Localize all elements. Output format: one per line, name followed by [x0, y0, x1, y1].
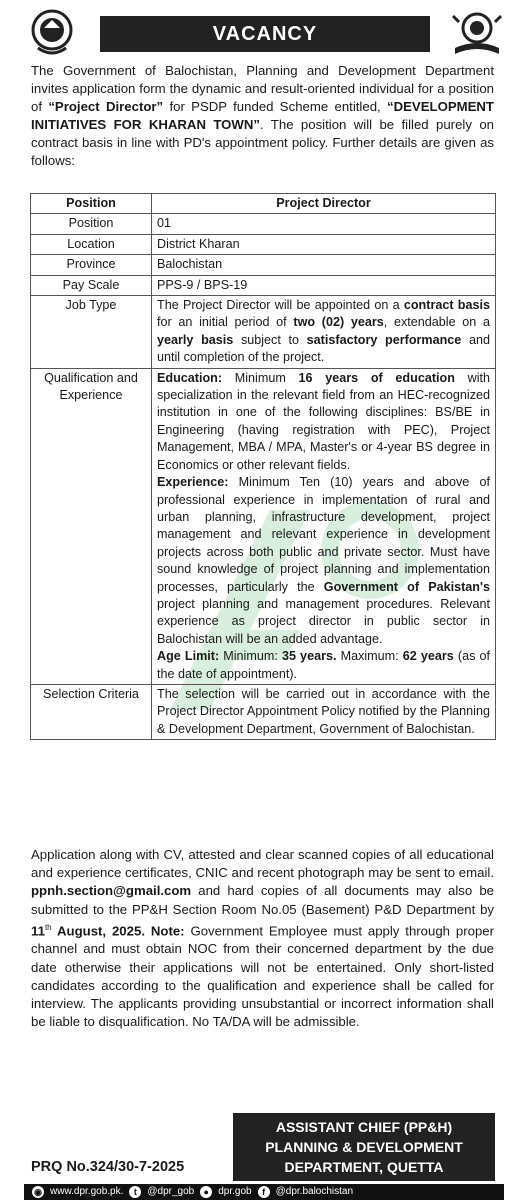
globe-icon: ◉	[32, 1186, 44, 1198]
application-text: Application along with CV, attested and clear scanned copies of all educational and experience certificates, CNIC and recent photograph may be sent to email.	[31, 847, 494, 881]
age-limit-max: 62 years	[402, 649, 454, 664]
prq-number: PRQ No.324/30-7-2025	[31, 1159, 185, 1175]
job-type-text: for an initial period of	[157, 315, 294, 330]
signature-block	[233, 1113, 495, 1181]
experience-text: project planning and management procedures. Relevant experience as project director in public sector in Balochistan will be an added advantage.	[157, 596, 490, 646]
job-type-description	[152, 296, 496, 369]
facebook-icon: f	[258, 1186, 270, 1198]
intro-text-2: for PSDP funded Scheme entitled,	[163, 99, 388, 114]
government-crest-icon	[449, 8, 505, 58]
row-label: Location	[31, 234, 152, 254]
job-type-bold: contract basis	[403, 298, 491, 313]
table-row-job-type	[31, 296, 496, 369]
vacancy-details-table	[30, 193, 496, 740]
footer-gob[interactable]: dpr.gob	[218, 1186, 252, 1197]
row-label: Pay Scale	[31, 275, 152, 295]
row-label: Qualification and Experience	[31, 368, 152, 684]
education-bold: 16 years of education	[298, 370, 455, 385]
intro-text-1: The Government of Balochistan, Planning and Development Department invites application form the dynamic and result-oriented individual for a position of	[31, 63, 494, 114]
table-header-position: Position	[31, 194, 152, 214]
job-type-bold: yearly basis	[157, 332, 234, 347]
qualification-description	[152, 368, 496, 684]
job-type-text: subject to	[233, 332, 307, 347]
application-deadline: August, 2025. Note:	[51, 923, 185, 939]
table-row	[31, 255, 496, 275]
application-deadline-suffix: th	[44, 922, 52, 932]
education-text: with specialization in the relevant field from an HEC-recognized institution in one of the following disciplines: BS/BE in Engineering (having registration with PEC), Project Management, MBA / MPA, Master's or 4-year BS degree in Economics or other relevant fields.	[157, 370, 490, 472]
vacancy-title: VACANCY	[100, 16, 430, 52]
age-limit-text: (as of the date of appointment).	[157, 649, 490, 681]
job-type-text: , extendable on a	[383, 315, 490, 330]
twitter-icon: t	[129, 1186, 141, 1198]
selection-description: The selection will be carried out in accordance with the Project Director Appointment Policy notified by the Planning & Development Department, Government of Balochistan.	[152, 684, 496, 739]
application-email: ppnh.section@gmail.com	[31, 883, 192, 899]
education-text: Minimum	[222, 370, 299, 385]
application-text: and hard copies of all documents may also be submitted to the PP&H Section Room No.05 (Basement) P&D Department by	[31, 883, 494, 917]
intro-scheme-name: “DEVELOPMENT INITIATIVES FOR KHARAN TOWN”	[31, 99, 494, 132]
table-row	[31, 234, 496, 254]
table-row	[31, 275, 496, 295]
signature-line-3: DEPARTMENT, QUETTA	[284, 1159, 444, 1175]
row-label: Position	[31, 214, 152, 234]
education-label: Education:	[157, 370, 223, 385]
row-label: Province	[31, 255, 152, 275]
application-instructions	[31, 846, 494, 1031]
job-type-bold: satisfactory performance	[306, 332, 462, 347]
header	[10, 6, 515, 60]
age-limit-min: 35 years.	[281, 649, 337, 664]
footer-website[interactable]: www.dpr.gob.pk.	[50, 1186, 124, 1197]
row-value: PPS-9 / BPS-19	[152, 275, 496, 295]
row-value: Balochistan	[152, 255, 496, 275]
intro-position: “Project Director”	[48, 99, 164, 114]
intro-text-3: . The position will be filled purely on contract basis in line with PD's appointment policy. Further details are given as follows:	[31, 117, 494, 168]
footer-twitter[interactable]: @dpr_gob	[147, 1186, 195, 1197]
table-row-qualification	[31, 368, 496, 684]
footer-social-bar	[24, 1184, 504, 1200]
table-header-project-director: Project Director	[152, 194, 496, 214]
row-label: Job Type	[31, 296, 152, 369]
signature-line-2: PLANNING & DEVELOPMENT	[265, 1139, 463, 1155]
footer-facebook[interactable]: @dpr.balochistan	[275, 1186, 354, 1197]
table-header-row	[31, 194, 496, 214]
table-row	[31, 214, 496, 234]
signature-line-1: ASSISTANT CHIEF (PP&H)	[275, 1119, 453, 1135]
application-text: Government Employee must apply through proper channel and must obtain NOC from their concerned department by the due date otherwise their applications will not be entertained. Only short-listed candidates according to the qualification and experience shall be called for interview. The applicants providing unsubstantial or incorrect information shall be liable to disqualification. No TA/DA will be admissible.	[31, 923, 495, 1030]
row-value: 01	[152, 214, 496, 234]
introduction-paragraph	[31, 62, 494, 170]
job-type-text: The Project Director will be appointed on a	[157, 298, 404, 313]
age-limit-text: Maximum:	[336, 649, 403, 664]
row-label: Selection Criteria	[31, 684, 152, 739]
balochistan-emblem-icon	[24, 8, 80, 58]
table-row-selection	[31, 684, 496, 739]
experience-label: Experience:	[157, 475, 229, 490]
experience-bold: Government of Pakistan's	[323, 579, 490, 594]
application-deadline-day: 11	[31, 923, 45, 939]
row-value: District Kharan	[152, 234, 496, 254]
experience-text: Minimum Ten (10) years and above of professional experience in implementation of rural and urban planning, infrastructure development, project management and relevant experience in development projects across both public and private sector. Must have sound knowledge of project planning and implementation processes, particularly the	[157, 475, 490, 594]
age-limit-text: Minimum:	[219, 649, 282, 664]
job-type-text: and until completion of the project.	[157, 332, 490, 365]
age-limit-label: Age Limit:	[157, 649, 220, 664]
job-type-bold: two (02) years	[293, 315, 384, 330]
dpr-logo-icon: ●	[200, 1186, 212, 1198]
